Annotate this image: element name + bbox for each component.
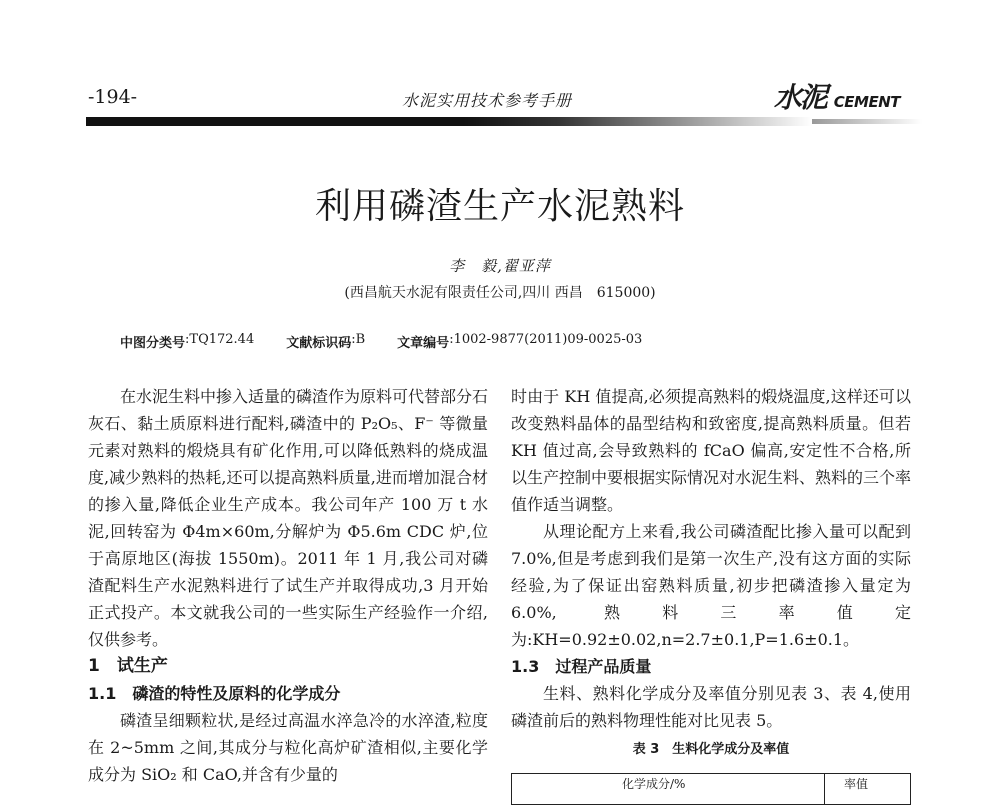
logo-english-text: CEMENT	[833, 93, 900, 111]
doc-code-value: :B	[351, 332, 366, 347]
running-header-title: 水泥实用技术参考手册	[402, 91, 573, 110]
table-3	[511, 773, 911, 805]
section-heading-1-3: 1.3 过程产品质量	[511, 657, 652, 676]
doc-code-label: 文献标识码	[286, 336, 352, 351]
header-rule-fade	[812, 119, 922, 124]
continued-paragraph: 时由于 KH 值提高,必须提高熟料的煅烧温度,这样还可以改变熟料晶体的晶型结构和致密度,提高熟料质量。但若 KH 值过高,会导致熟料的 fCaO 偏高,安定性不合格,所以生产控制中要根据实际情况对水泥生料、熟料的三个率值作适当调整。	[511, 387, 912, 514]
ratio-paragraph: 从理论配方上来看,我公司磷渣配比掺入量可以配到 7.0%,但是考虑到我们是第一次生产,没有这方面的实际经验,为了保证出窑熟料质量,初步把磷渣掺入量定为 6.0%, 熟料三率值定为:KH=0.92±0.02,n=2.7±0.1,P=1.6±0.1。	[511, 522, 911, 649]
clc-number	[120, 332, 254, 351]
article-title: 利用磷渣生产水泥熟料	[314, 186, 685, 227]
table-header-ratio: 率值	[844, 777, 869, 791]
article-metadata	[120, 332, 674, 351]
article-affiliation: (西昌航天水泥有限责任公司,四川 西昌 615000)	[344, 285, 656, 301]
section-heading-1-1: 1.1 磷渣的特性及原料的化学成分	[88, 684, 341, 703]
clc-value: :TQ172.44	[185, 332, 255, 347]
header-rule	[86, 117, 812, 126]
document-code	[286, 332, 365, 351]
table-3-caption: 表 3 生料化学成分及率值	[632, 742, 790, 757]
page-number: -194-	[88, 86, 138, 108]
intro-paragraph: 在水泥生料中掺入适量的磷渣作为原料可代替部分石灰石、黏土质原料进行配料,磷渣中的 P₂O₅、F⁻ 等微量元素对熟料的煅烧具有矿化作用,可以降低熟料的烧成温度,减少熟料的热耗,还可以提高熟料质量,进而增加混合材的掺入量,降低企业生产成本。我公司年产 100 万 t 水泥,回转窑为 Φ4m×60m,分解炉为 Φ5.6m CDC 炉,位于高原地区(海拔 1550m)。2011 年 1 月,我公司对磷渣配料生产水泥熟料进行了试生产并取得成功,3 月开始正式投产。本文就我公司的一些实际生产经验作一介绍,仅供参考。	[88, 387, 489, 649]
section-1-1-paragraph: 磷渣呈细颗粒状,是经过高温水淬急冷的水淬渣,粒度在 2~5mm 之间,其成分与粒化高炉矿渣相似,主要化学成分为 SiO₂ 和 CaO,并含有少量的	[88, 711, 488, 784]
section-heading-1: 1 试生产	[88, 656, 168, 676]
journal-logo	[774, 76, 900, 116]
table-header-composition: 化学成分/%	[622, 777, 686, 791]
logo-chinese-text: 水泥	[773, 81, 826, 114]
article-authors: 李 毅,翟亚萍	[449, 257, 551, 275]
article-number	[397, 332, 642, 351]
article-no-label: 文章编号	[397, 336, 450, 351]
left-column	[88, 383, 488, 788]
right-column	[511, 383, 911, 805]
article-no-value: :1002-9877(2011)09-0025-03	[449, 332, 643, 347]
table-divider	[824, 774, 825, 804]
section-1-3-paragraph: 生料、熟料化学成分及率值分别见表 3、表 4,使用磷渣前后的熟料物理性能对比见表 5。	[511, 684, 911, 730]
clc-label: 中图分类号	[120, 336, 186, 351]
